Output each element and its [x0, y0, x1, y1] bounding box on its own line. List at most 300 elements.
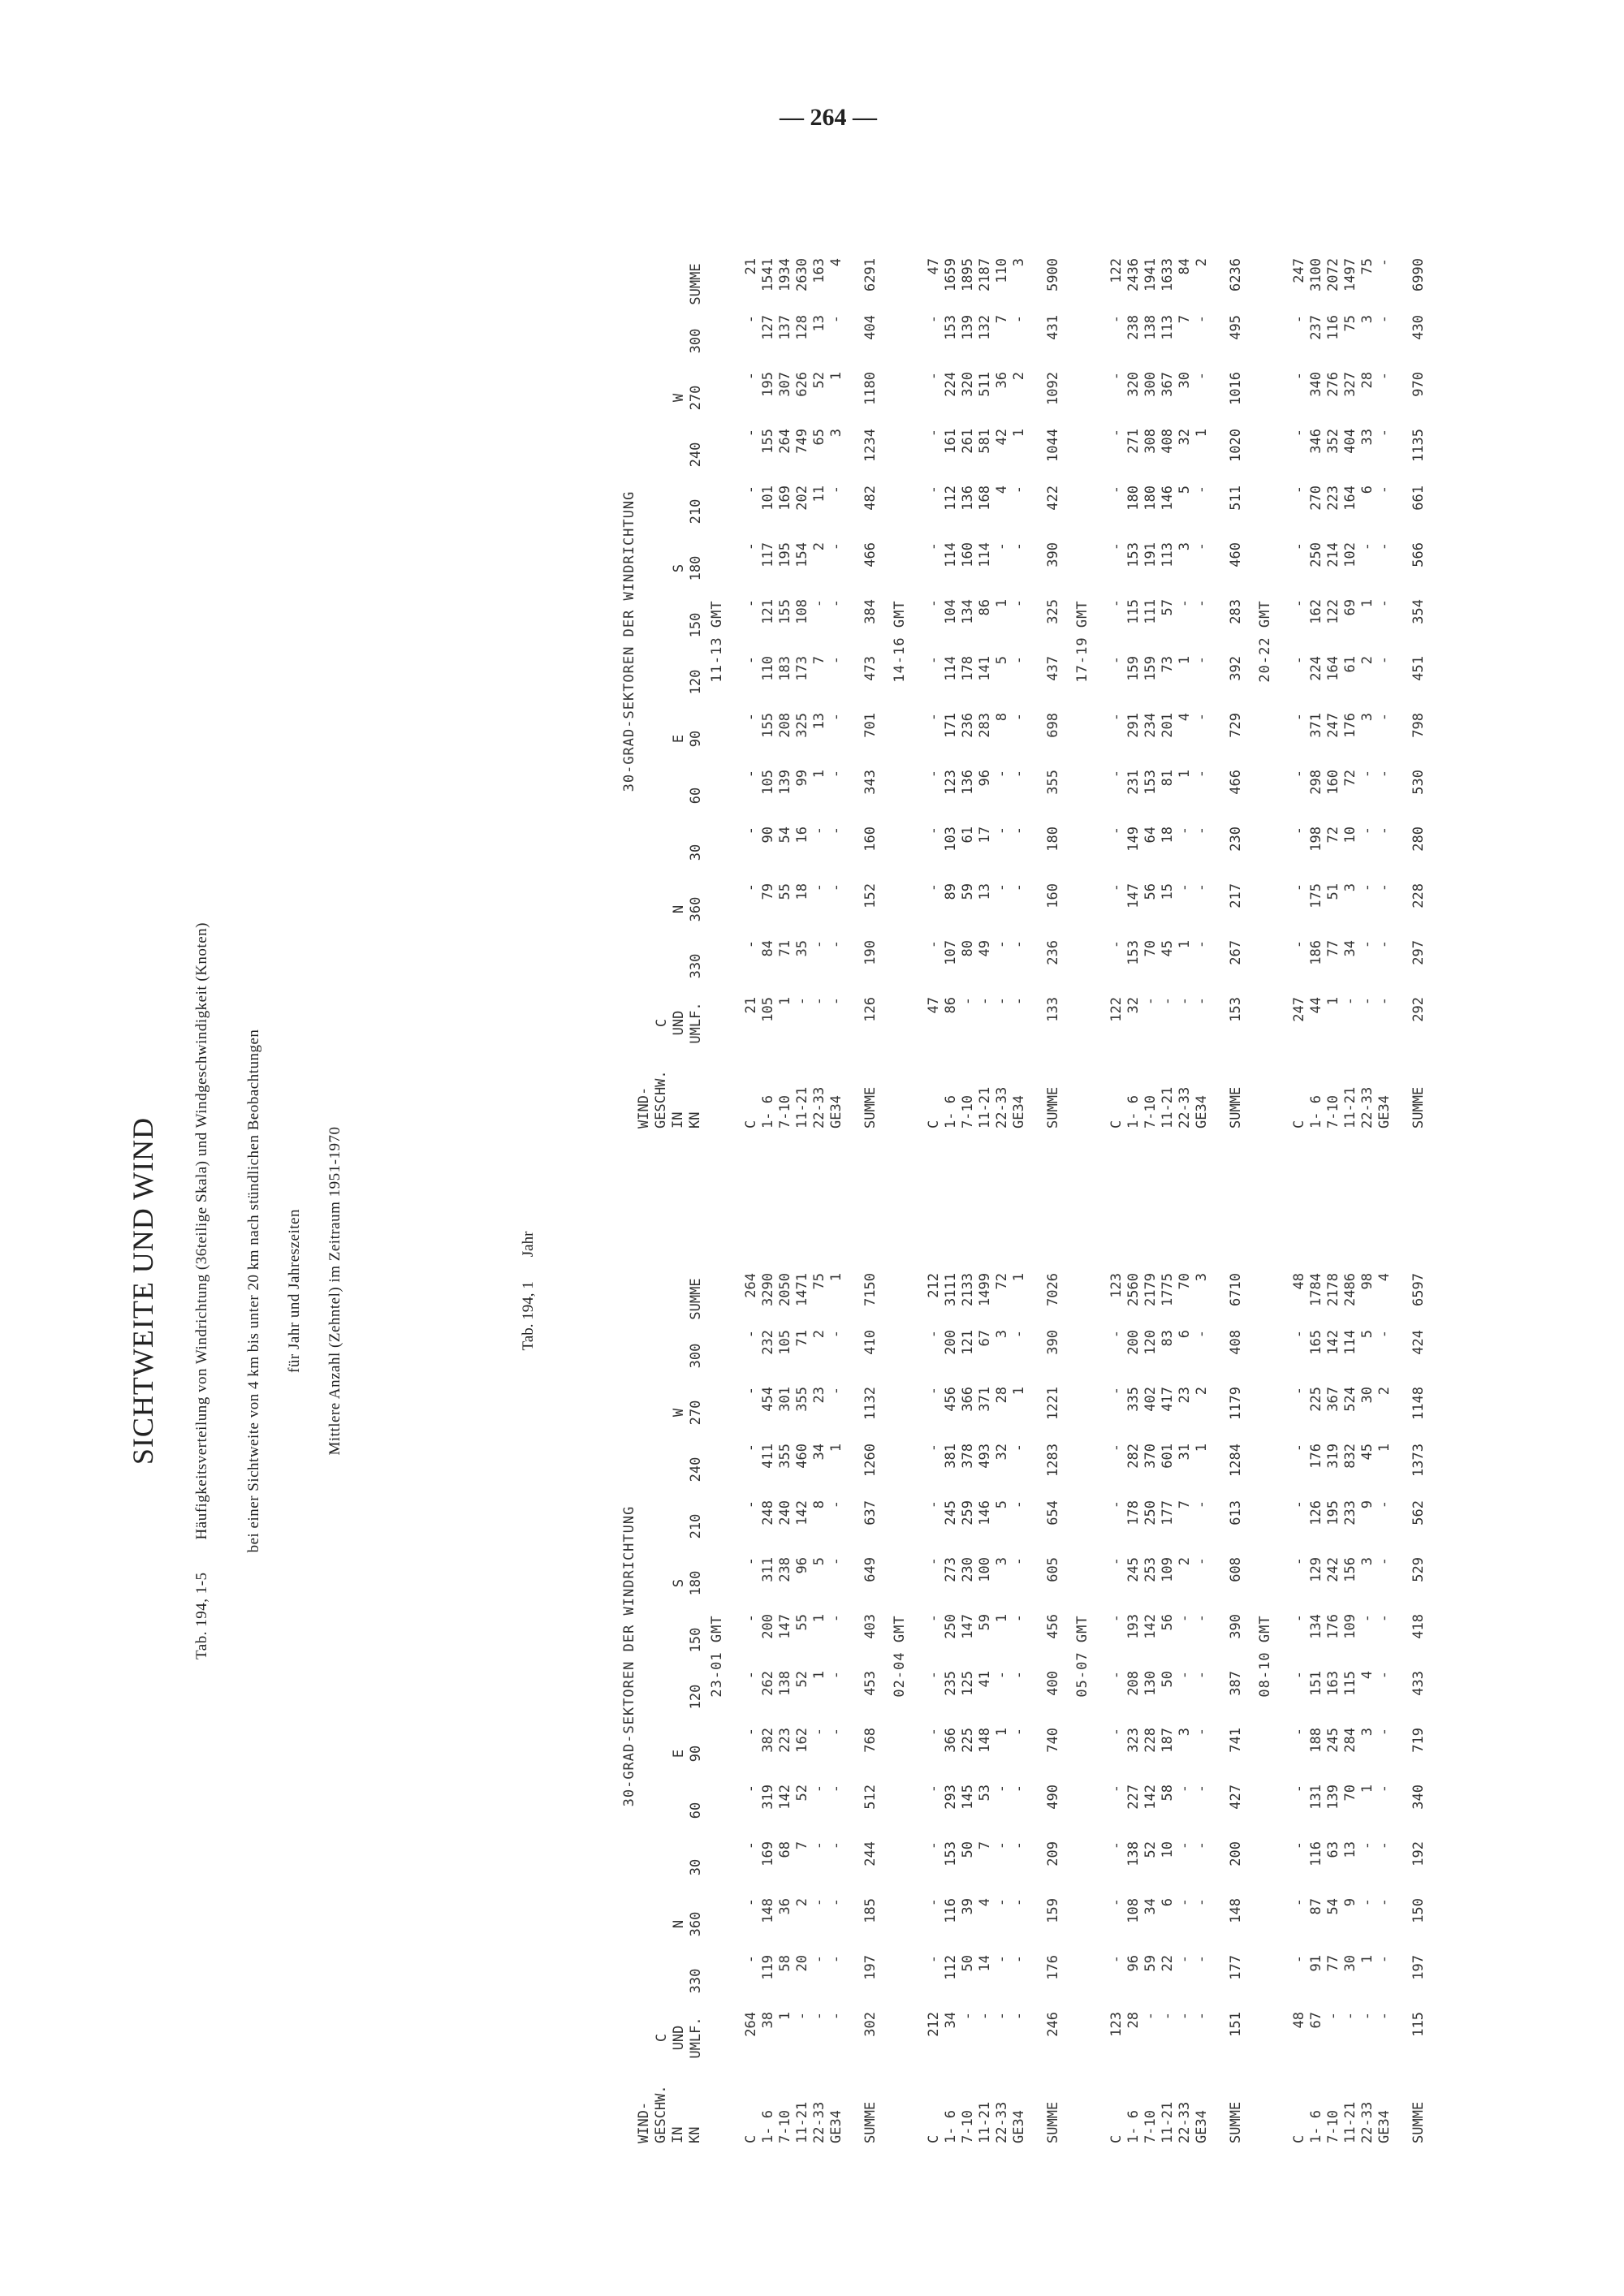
table-cell: 49 — [977, 940, 993, 957]
table-cell: - — [926, 429, 942, 438]
table-cell: 165 — [1308, 1330, 1324, 1355]
table-cell: - — [811, 1841, 827, 1850]
table-cell: 2560 — [1125, 1273, 1142, 1306]
table-cell: 11 — [811, 486, 827, 503]
table-cell: 70 — [1142, 940, 1159, 957]
table-cell: 153 — [1125, 940, 1142, 965]
table-cell: 245 — [1325, 1728, 1341, 1753]
table-cell: 319 — [1325, 1444, 1341, 1469]
table-cell: 153 — [943, 315, 959, 340]
table-cell: 148 — [1228, 1898, 1244, 1923]
table-cell: 1180 — [862, 372, 879, 405]
table-cell: 127 — [760, 315, 776, 340]
table-cell: 23 — [1177, 1387, 1193, 1404]
table-cell: - — [1291, 1785, 1307, 1793]
table-caption-line-4: Mittlere Anzahl (Zehntel) im Zeitraum 1951-1970 — [326, 1126, 343, 1456]
table-cell: 7026 — [1045, 1273, 1061, 1306]
row-label: SUMME — [862, 1086, 879, 1129]
table-cell: 138 — [1125, 1841, 1142, 1867]
table-cell: 112 — [943, 486, 959, 511]
table-cell: 34 — [943, 2012, 959, 2029]
column-header: 270 — [688, 385, 704, 411]
table-cell: 36 — [994, 372, 1010, 389]
table-cell: 410 — [862, 1330, 879, 1355]
table-cell: - — [994, 997, 1010, 1006]
table-cell: 5 — [1177, 486, 1193, 494]
table-cell: 320 — [1125, 372, 1142, 397]
table-cell: 3 — [1359, 1557, 1376, 1566]
table-row — [811, 1267, 828, 2143]
table-cell: 149 — [1125, 826, 1142, 852]
table-cell: - — [1376, 372, 1393, 381]
table-cell: 292 — [1410, 997, 1427, 1022]
table-cell: - — [1376, 429, 1393, 438]
table-row — [760, 1267, 777, 2143]
table-cell: 190 — [862, 940, 879, 965]
table-cell: 180 — [1125, 486, 1142, 511]
table-cell: 58 — [777, 1955, 793, 1972]
table-cell: 57 — [1160, 599, 1176, 616]
table-cell: - — [994, 826, 1010, 835]
row-label: 22-33 — [1359, 1086, 1376, 1129]
row-label: C — [926, 2134, 942, 2143]
table-cell: - — [1376, 1728, 1393, 1737]
table-cell: 50 — [1160, 1671, 1176, 1688]
table-cell: 1497 — [1342, 258, 1358, 291]
row-label: 22-33 — [994, 2101, 1010, 2143]
table-cell: 1941 — [1142, 258, 1159, 291]
table-cell: 234 — [1142, 713, 1159, 738]
table-cell: 2436 — [1125, 258, 1142, 291]
table-cell: 701 — [862, 713, 879, 738]
table-cell: - — [1108, 713, 1125, 722]
table-cell: 137 — [777, 315, 793, 340]
table-cell: - — [1376, 315, 1393, 324]
row-label: 1- 6 — [943, 2110, 959, 2143]
table-cell: 30 — [1359, 1387, 1376, 1404]
table-cell: 61 — [960, 826, 976, 844]
table-cell: - — [828, 1841, 844, 1850]
table-cell: 50 — [960, 1955, 976, 1972]
row-label: SUMME — [1045, 1086, 1061, 1129]
table-cell: 223 — [777, 1728, 793, 1753]
table-cell: 3 — [828, 429, 844, 438]
table-cell: 408 — [1160, 429, 1176, 454]
column-header: C — [654, 2033, 670, 2043]
table-cell: 75 — [811, 1273, 827, 1290]
row-label: 11-21 — [1160, 2101, 1176, 2143]
table-cell: 105 — [760, 770, 776, 795]
table-cell: 1148 — [1410, 1387, 1427, 1420]
table-cell: 173 — [794, 656, 810, 681]
table-cell: 343 — [862, 770, 879, 795]
table-row — [1142, 252, 1160, 1129]
table-cell: - — [926, 770, 942, 779]
table-row — [1342, 1267, 1359, 2143]
table-cell: 114 — [977, 542, 993, 568]
table-cell: - — [926, 372, 942, 381]
table-cell: 116 — [943, 1898, 959, 1923]
table-cell: 422 — [1045, 486, 1061, 511]
table-cell: - — [1342, 2012, 1358, 2021]
table-cell: 16 — [794, 826, 810, 844]
column-header: 300 — [688, 328, 704, 354]
table-cell: 7 — [1177, 1500, 1193, 1509]
table-cell: - — [743, 315, 759, 324]
table-cell: - — [994, 2012, 1010, 2021]
sector-title: 30-GRAD-SEKTOREN DER WINDRICHTUNG — [621, 490, 637, 792]
table-cell: - — [926, 940, 942, 949]
table-cell: - — [1108, 940, 1125, 949]
table-cell: 367 — [1160, 372, 1176, 397]
table-cell: 225 — [1308, 1387, 1324, 1412]
table-cell: - — [1376, 1955, 1393, 1964]
table-cell: 4 — [828, 258, 844, 267]
table-cell: 4 — [994, 486, 1010, 494]
table-cell: - — [1376, 258, 1393, 267]
table-cell: - — [1011, 883, 1027, 892]
table-cell: - — [977, 2012, 993, 2021]
table-row — [1142, 1267, 1160, 2143]
table-cell: 1 — [1359, 1955, 1376, 1964]
table-cell: 113 — [1160, 542, 1176, 568]
row-label: GE34 — [1011, 2110, 1027, 2143]
table-cell: 9 — [1342, 1898, 1358, 1907]
table-cell: 1016 — [1228, 372, 1244, 405]
block-title: 02-04 GMT — [892, 1615, 908, 1698]
table-cell: - — [1359, 826, 1376, 835]
table-cell: - — [1194, 486, 1210, 494]
table-cell: 177 — [1228, 1955, 1244, 1980]
table-cell: - — [1011, 940, 1027, 949]
table-cell: 237 — [1308, 315, 1324, 340]
table-cell: - — [1291, 1557, 1307, 1566]
table-cell: 1 — [994, 599, 1010, 608]
table-cell: - — [1108, 315, 1125, 324]
row-label: SUMME — [862, 2101, 879, 2143]
table-cell: 581 — [977, 429, 993, 454]
table-caption-label: Tab. 194, 1-5 — [193, 1572, 210, 1659]
row-label: 7-10 — [1325, 2110, 1341, 2143]
table-cell: 1 — [1194, 1444, 1210, 1452]
block-title: 17-19 GMT — [1074, 600, 1091, 683]
column-header: UMLF. — [688, 1002, 704, 1044]
row-label: GE34 — [828, 1095, 844, 1129]
table-cell: 2 — [811, 542, 827, 551]
table-cell: 110 — [994, 258, 1010, 283]
sector-title: 30-GRAD-SEKTOREN DER WINDRICHTUNG — [621, 1505, 637, 1807]
table-cell: 661 — [1410, 486, 1427, 511]
table-cell: 250 — [1142, 1500, 1159, 1526]
table-cell: 325 — [1045, 599, 1061, 624]
table-cell: - — [828, 940, 844, 949]
table-cell: 3290 — [760, 1273, 776, 1306]
table-cell: 120 — [1142, 1330, 1159, 1355]
table-cell: 201 — [1160, 713, 1176, 738]
column-header: 180 — [688, 555, 704, 581]
column-header: UND — [671, 2025, 687, 2051]
table-cell: - — [926, 1671, 942, 1680]
table-cell: 176 — [1325, 1614, 1341, 1639]
table-cell: - — [1160, 2012, 1176, 2021]
table-cell: 1633 — [1160, 258, 1176, 291]
table-cell: 381 — [943, 1444, 959, 1469]
table-cell: - — [1108, 1841, 1125, 1850]
column-header: 60 — [688, 787, 704, 805]
table-cell: 133 — [1045, 997, 1061, 1022]
table-cell: 208 — [1125, 1671, 1142, 1696]
table-cell: 81 — [1160, 770, 1176, 787]
table-cell: 335 — [1125, 1387, 1142, 1412]
table-cell: 155 — [777, 599, 793, 624]
table-cell: 159 — [1045, 1898, 1061, 1923]
table-cell: 160 — [960, 542, 976, 568]
table-cell: 20 — [794, 1955, 810, 1972]
row-label: 7-10 — [1142, 1095, 1159, 1129]
table-cell: - — [1291, 1955, 1307, 1964]
table-cell: 511 — [977, 372, 993, 397]
table-number: Tab. 194, 1 — [520, 1281, 537, 1351]
table-row — [862, 252, 879, 1129]
table-cell: 325 — [794, 713, 810, 738]
table-cell: 75 — [1342, 315, 1358, 332]
row-label: 11-21 — [977, 1086, 993, 1129]
table-cell: 13 — [1342, 1841, 1358, 1858]
table-cell: 8 — [994, 713, 1010, 722]
column-header: 360 — [688, 896, 704, 922]
table-cell: - — [1108, 770, 1125, 779]
table-cell: 250 — [1308, 542, 1324, 568]
table-cell: 185 — [862, 1898, 879, 1923]
table-cell: 608 — [1228, 1557, 1244, 1582]
table-cell: 32 — [1177, 429, 1193, 446]
table-cell: 162 — [794, 1728, 810, 1753]
table-cell: 123 — [1108, 1273, 1125, 1298]
table-caption-text: Häufigkeitsverteilung von Windrichtung (36teilige Skala) und Windgeschwindigkeit (Knoten) — [193, 922, 210, 1540]
table-cell: - — [1108, 372, 1125, 381]
table-cell: - — [926, 713, 942, 722]
table-cell: 155 — [760, 429, 776, 454]
table-cell: 2 — [1194, 1387, 1210, 1396]
table-cell: 6 — [1359, 486, 1376, 494]
table-row — [1228, 1267, 1245, 2143]
table-cell: - — [811, 883, 827, 892]
table-cell: 114 — [943, 542, 959, 568]
table-cell: 148 — [760, 1898, 776, 1923]
table-cell: 3100 — [1308, 258, 1324, 291]
table-cell: - — [1011, 656, 1027, 665]
table-cell: - — [1325, 2012, 1341, 2021]
column-header: E — [671, 734, 687, 744]
table-cell: 404 — [862, 315, 879, 340]
table-row — [828, 252, 845, 1129]
table-cell: - — [1108, 1330, 1125, 1339]
column-header: E — [671, 1749, 687, 1759]
table-cell: 117 — [760, 542, 776, 568]
table-cell: 403 — [862, 1614, 879, 1639]
column-header: 360 — [688, 1911, 704, 1937]
table-cell: 2179 — [1142, 1273, 1159, 1306]
table-cell: 719 — [1410, 1728, 1427, 1753]
table-cell: - — [960, 2012, 976, 2021]
table-cell: - — [1194, 1955, 1210, 1964]
table-cell: - — [743, 372, 759, 381]
table-cell: 232 — [760, 1330, 776, 1355]
table-cell: 122 — [1325, 599, 1341, 624]
table-cell: 121 — [960, 1330, 976, 1355]
table-cell: 2 — [811, 1330, 827, 1339]
table-cell: 115 — [1342, 1671, 1358, 1696]
table-cell: 300 — [1142, 372, 1159, 397]
table-cell: 75 — [1359, 258, 1376, 275]
table-cell: 98 — [1359, 1273, 1376, 1290]
table-cell: 224 — [1308, 656, 1324, 681]
table-cell: 340 — [1410, 1785, 1427, 1810]
table-cell: 104 — [943, 599, 959, 624]
column-header: C — [654, 1018, 670, 1028]
table-cell: 366 — [960, 1387, 976, 1412]
table-cell: - — [1011, 713, 1027, 722]
block-title: 08-10 GMT — [1257, 1615, 1273, 1698]
block-title: 11-13 GMT — [709, 600, 725, 683]
table-cell: - — [1177, 1955, 1193, 1964]
table-cell: 126 — [1308, 1500, 1324, 1526]
table-cell: 109 — [1160, 1557, 1176, 1582]
table-cell: - — [828, 542, 844, 551]
row-label: 11-21 — [1342, 1086, 1358, 1129]
table-cell: 427 — [1228, 1785, 1244, 1810]
table-cell: - — [1359, 1841, 1376, 1850]
row-label: C — [1108, 1120, 1125, 1129]
table-cell: 128 — [794, 315, 810, 340]
table-cell: - — [1177, 1671, 1193, 1680]
table-cell: 355 — [794, 1387, 810, 1412]
table-cell: 180 — [1045, 826, 1061, 852]
table-cell: - — [743, 1841, 759, 1850]
table-cell: 48 — [1291, 1273, 1307, 1290]
table-cell: 14 — [977, 1955, 993, 1972]
table-cell: 512 — [862, 1785, 879, 1810]
table-row — [1410, 1267, 1427, 2143]
table-cell: 355 — [777, 1444, 793, 1469]
table-cell: 307 — [777, 372, 793, 397]
table-cell: - — [1011, 770, 1027, 779]
table-cell: - — [1359, 770, 1376, 779]
table-cell: - — [1291, 1614, 1307, 1623]
table-cell: - — [1108, 429, 1125, 438]
column-header: 270 — [688, 1400, 704, 1426]
row-label: 1- 6 — [1125, 1095, 1142, 1129]
table-row — [777, 1267, 794, 2143]
table-cell: 110 — [760, 656, 776, 681]
table-row — [1160, 1267, 1177, 2143]
table-cell: - — [926, 599, 942, 608]
table-cell: 378 — [960, 1444, 976, 1469]
column-header: N — [671, 904, 687, 914]
table-cell: 1135 — [1410, 429, 1427, 462]
table-cell: 1234 — [862, 429, 879, 462]
table-cell: - — [1194, 1728, 1210, 1737]
table-cell: 23 — [811, 1387, 827, 1404]
table-cell: - — [743, 1671, 759, 1680]
table-cell: - — [1011, 1728, 1027, 1737]
table-cell: - — [994, 1785, 1010, 1793]
row-label: GE34 — [1376, 2110, 1393, 2143]
row-label: SUMME — [1228, 1086, 1244, 1129]
table-cell: 18 — [794, 883, 810, 900]
table-cell: 77 — [1325, 940, 1341, 957]
table-cell: - — [1291, 486, 1307, 494]
table-row — [777, 252, 794, 1129]
table-cell: 112 — [943, 1955, 959, 1980]
table-cell: - — [1194, 372, 1210, 381]
table-cell: 200 — [760, 1614, 776, 1639]
table-cell: - — [1376, 656, 1393, 665]
table-cell: 1221 — [1045, 1387, 1061, 1420]
table-cell: - — [1359, 2012, 1376, 2021]
table-cell: 493 — [977, 1444, 993, 1469]
table-cell: 122 — [1108, 997, 1125, 1022]
table-cell: 970 — [1410, 372, 1427, 397]
table-cell: 67 — [1308, 2012, 1324, 2029]
row-label: 1- 6 — [760, 2110, 776, 2143]
table-cell: - — [926, 883, 942, 892]
table-cell: 246 — [1045, 2012, 1061, 2037]
table-cell: 411 — [760, 1444, 776, 1469]
table-cell: 72 — [1342, 770, 1358, 787]
table-cell: - — [828, 1898, 844, 1907]
table-cell: 1784 — [1308, 1273, 1324, 1306]
table-cell: - — [794, 997, 810, 1006]
table-cell: 297 — [1410, 940, 1427, 965]
table-cell: - — [1194, 1614, 1210, 1623]
table-cell: 1 — [1359, 1785, 1376, 1793]
table-cell: 1 — [828, 1273, 844, 1282]
table-cell: 1 — [1359, 599, 1376, 608]
table-cell: 59 — [977, 1614, 993, 1631]
rotated-page-content — [0, 146, 1462, 2176]
table-cell: 139 — [777, 770, 793, 795]
row-label: SUMME — [1228, 2101, 1244, 2143]
table-cell: 171 — [943, 713, 959, 738]
table-cell: 31 — [1177, 1444, 1193, 1461]
table-cell: 32 — [994, 1444, 1010, 1461]
table-cell: - — [926, 1728, 942, 1737]
column-header: UND — [671, 1010, 687, 1036]
table-cell: 176 — [1045, 1955, 1061, 1980]
table-cell: 1 — [828, 372, 844, 381]
table-cell: - — [828, 486, 844, 494]
column-header: 150 — [688, 1627, 704, 1653]
table-row — [1177, 1267, 1194, 2143]
table-cell: - — [811, 599, 827, 608]
table-cell: 126 — [862, 997, 879, 1022]
table-cell: 169 — [777, 486, 793, 511]
table-cell: 5900 — [1045, 258, 1061, 291]
table-cell: 198 — [1308, 826, 1324, 852]
table-cell: 148 — [977, 1728, 993, 1753]
table-cell: 2 — [1359, 656, 1376, 665]
table-cell: 2486 — [1342, 1273, 1358, 1306]
table-cell: - — [994, 770, 1010, 779]
table-cell: - — [1376, 940, 1393, 949]
table-cell: - — [1291, 1500, 1307, 1509]
table-cell: - — [1291, 1728, 1307, 1737]
table-cell: - — [1177, 883, 1193, 892]
table-cell: 1 — [1325, 997, 1341, 1006]
table-cell: - — [926, 1500, 942, 1509]
table-cell: 301 — [777, 1387, 793, 1412]
